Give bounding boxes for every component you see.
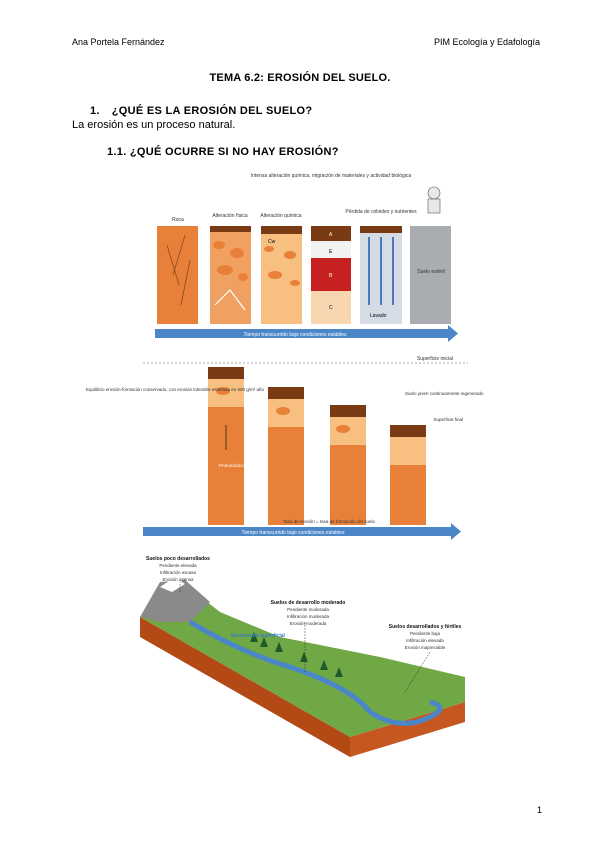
final-surface-label: Superficie final (433, 417, 463, 422)
section-number: 1. (90, 105, 100, 117)
section-heading-1 (90, 105, 312, 117)
right-soil-line1: Pendiente baja (409, 631, 441, 636)
section-heading-1-1: 1.1. ¿QUÉ OCURRE SI NO HAY EROSIÓN? (107, 146, 339, 158)
mid-soil-line3: Erosión moderada (289, 621, 327, 626)
profile-sterile (410, 187, 451, 324)
left-note: Equilibrio erosión-formación conservado, con erosión tolerable estimada en 600 g/m² año (85, 387, 265, 392)
right-soil-line2: Infiltración elevada (406, 638, 444, 643)
horizon-label-cw: Cw (268, 239, 276, 245)
erosion-profile-2 (268, 387, 304, 525)
erosion-profile-4 (390, 425, 426, 525)
astronaut-icon (428, 187, 440, 213)
time-arrow-1-label: Tiempo transcurrido bajo condiciones estables (243, 332, 347, 338)
initial-surface-label: Superficie inicial (416, 356, 453, 362)
bottom-note: Tasa de erosión = tasa de formación del suelo (283, 519, 375, 524)
profile-rock (157, 226, 198, 324)
profile-leached (360, 226, 402, 324)
profile-chemical (261, 226, 302, 324)
top-soil-line1: Pendiente elevada (159, 563, 197, 568)
page-title: TEMA 6.2: EROSIÓN DEL SUELO. (209, 72, 391, 84)
top-soil-title: Suelos poco desarrollados (146, 556, 210, 562)
stage-label-intense: Intensa alteración química, migración de materiales y actividad biológica (250, 173, 412, 179)
sterile-label: Suelo estéril (417, 269, 445, 275)
section-paragraph: La erosión es un proceso natural. (72, 119, 236, 131)
mid-soil-line2: Infiltración moderada (286, 614, 330, 619)
lavado-label: Lavado (370, 313, 387, 319)
mid-soil-title: Suelos de desarrollo moderado (270, 600, 346, 606)
profile-intense (311, 226, 351, 324)
stage-label-rock: Roca (172, 217, 184, 223)
stage-label-chemical: Alteración química (260, 213, 302, 219)
top-soil-line2: Infiltración escasa (159, 570, 197, 575)
section-title: ¿QUÉ ES LA EROSIÓN DEL SUELO? (111, 105, 313, 117)
right-soil-title: Suelos desarrollados y fértiles (388, 624, 462, 630)
depth-note: Profundización (219, 463, 249, 468)
soil-evolution-figure (145, 165, 465, 345)
mid-soil-line1: Pendiente moderada (287, 607, 329, 612)
horizon-label-e: E (329, 249, 333, 255)
profile-physical (210, 226, 251, 324)
stage-label-physical: Alteración física (212, 213, 248, 219)
page-number: 1 (536, 805, 542, 815)
time-arrow-1 (155, 325, 458, 342)
header-course: PIM Ecología y Edafología (433, 37, 540, 47)
header-author: Ana Portela Fernández (72, 37, 165, 47)
horizon-label-c: C (329, 305, 333, 311)
time-arrow-2-label: Tiempo transcurrido bajo condiciones estables (241, 530, 345, 536)
top-soil-line3: Erosión intensa (162, 577, 194, 582)
erosion-profile-3 (330, 405, 366, 525)
right-note: Suelo joven continuamente regenerado (405, 391, 484, 396)
horizon-label-b: B (329, 273, 333, 279)
stage-label-loss: Pérdida de coloides y nutrientes (345, 209, 417, 215)
time-arrow-2 (143, 523, 461, 540)
right-soil-line3: Erosión inapreciable (404, 645, 446, 650)
horizon-label-a: A (329, 232, 333, 238)
landscape-figure (130, 552, 475, 762)
erosion-equilibrium-figure (85, 355, 484, 545)
runoff-label: Escorrentía superficial (231, 633, 285, 639)
